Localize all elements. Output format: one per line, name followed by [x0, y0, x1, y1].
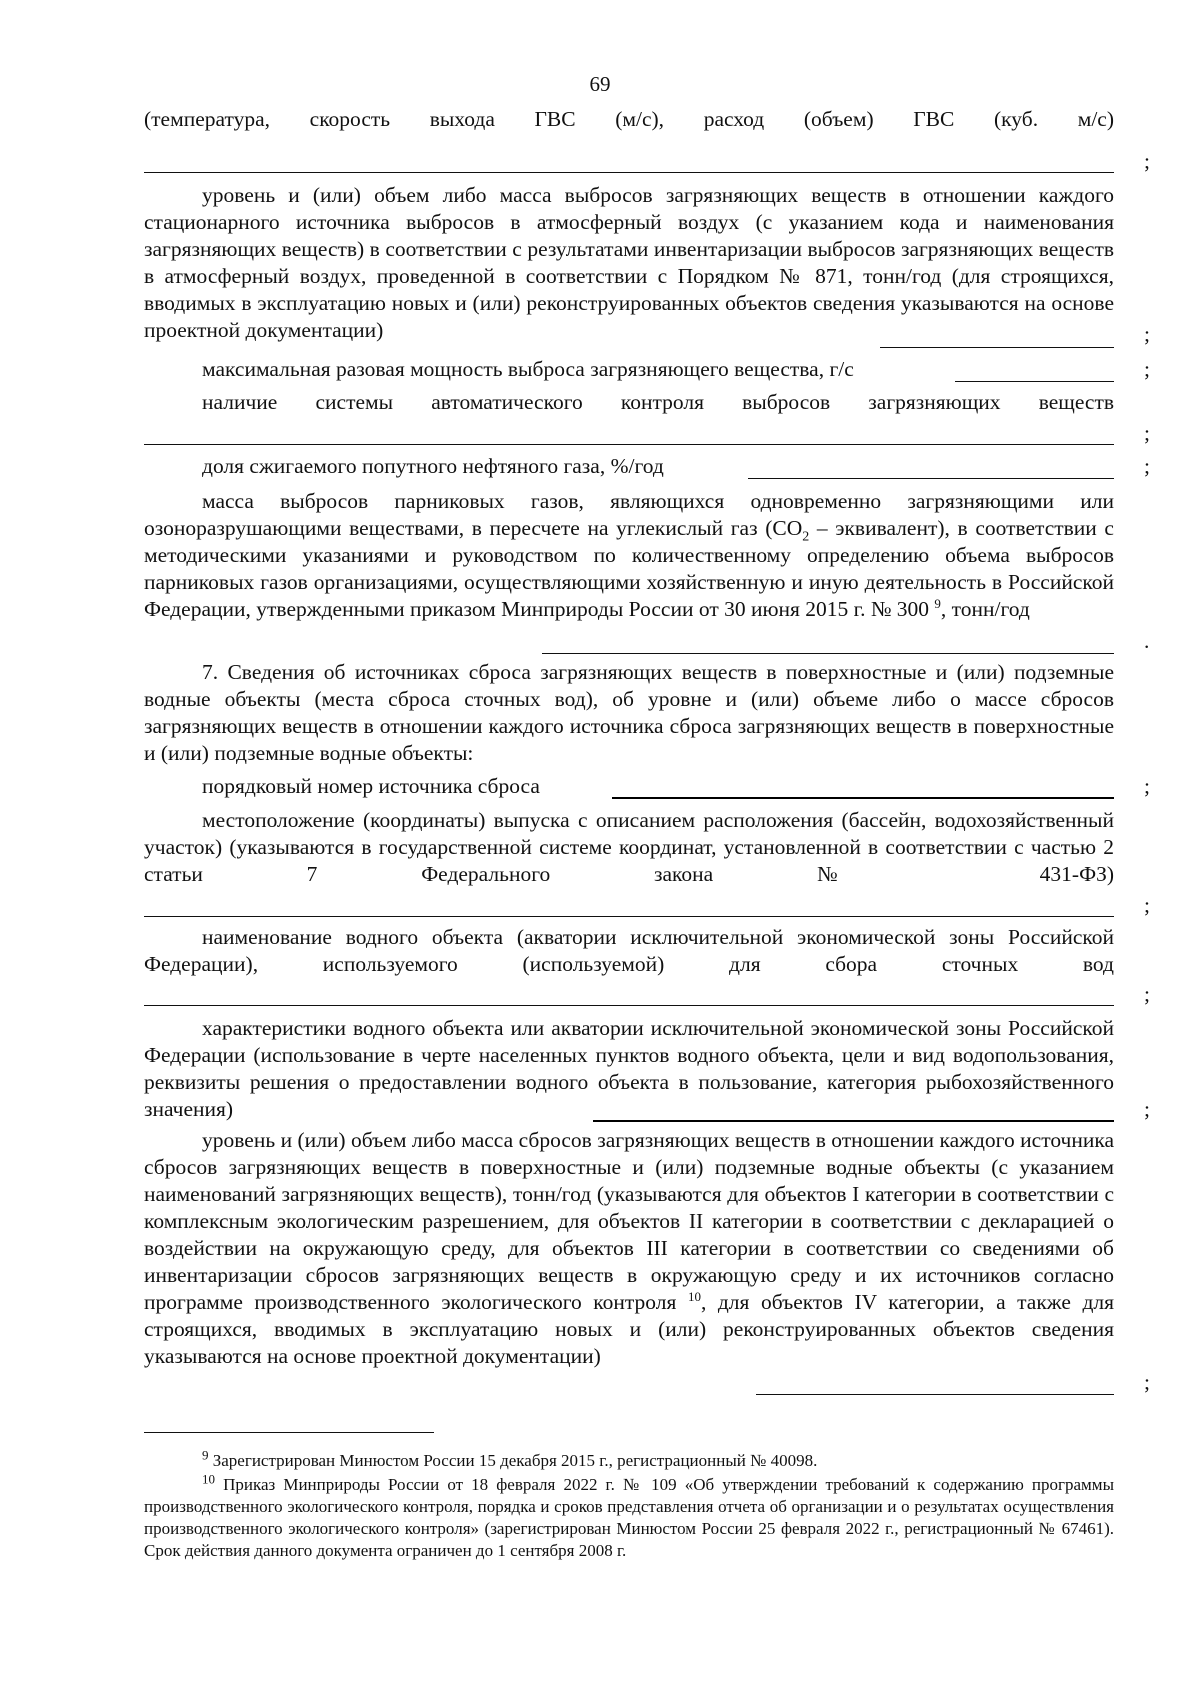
footnote-9: $^9$ Зарегистрирован Минюстом России 15 декабря 2015 г., регистрационный № 40098. — [202, 1447, 818, 1470]
semicolon: ; — [1144, 322, 1150, 346]
footnote-ref-9: 9 — [934, 595, 941, 611]
semicolon: ; — [1144, 1370, 1150, 1394]
fill-line — [144, 916, 1114, 917]
semicolon: ; — [1144, 774, 1150, 798]
semicolon: ; — [1144, 357, 1150, 381]
emissions-level-text: уровень и (или) объем либо масса выбросов загрязняющих веществ в отношении каждого стационарного источника выбросов в атмосферный воздух (с указанием кода и наименования загрязняющих веществ) в соответствии с результатами инвентаризации выбросов загрязняющих веществ в атмосферный воздух, проведенной в соответствии с Порядком № 871, тонн/год (для строящихся, вводимых в эксплуатацию новых и (или) реконструированных объектов сведения указываются на основе проектной документации) — [144, 183, 1114, 342]
fill-line — [612, 797, 1114, 799]
gvs-parameters-text: (температура, скорость выхода ГВС (м/с), расход (объем) ГВС (куб. м/с) — [144, 107, 1114, 131]
semicolon: ; — [1144, 1097, 1150, 1121]
fill-line — [593, 1120, 1114, 1122]
semicolon: ; — [1144, 454, 1150, 478]
period: . — [1144, 629, 1150, 653]
semicolon: ; — [1144, 149, 1150, 173]
fill-line — [748, 478, 1114, 479]
fill-line — [144, 1005, 1114, 1006]
section-7-text: 7. Сведения об источниках сброса загрязняющих веществ в поверхностные и (или) подземные водные объекты (места сброса сточных вод), об уровне и (или) объеме либо о массе сбросов загрязняющих веществ в отношении каждого источника сброса загрязняющих веществ в поверхностные и (или) подземные водные объекты: — [144, 660, 1114, 765]
footnote-ref-10: 10 — [687, 1288, 701, 1304]
semicolon: ; — [1144, 893, 1150, 917]
fill-line — [880, 347, 1114, 348]
page-number: 69 — [589, 72, 611, 96]
auto-control-text: наличие системы автоматического контроля выбросов загрязняющих веществ — [202, 390, 1114, 414]
fill-line — [144, 444, 1114, 445]
fill-line — [144, 172, 1114, 173]
discharge-level-text: уровень и (или) объем либо масса сбросов загрязняющих веществ в отношении каждого источника сбросов загрязняющих веществ в поверхностные и (или) подземные водные объекты (с указанием наименований загрязняющих веществ), тонн/год (указываются для объектов I категории в соответствии с комплексным экологическим разрешением, для объектов II категории в соответствии с декларацией о воздействии на окружающую среду, для объектов III категории в соответствии со сведениями об инвентаризации сбросов загрязняющих веществ в окружающую среду и их источников согласно программе производственного экологического контроля $^{10}$, для объектов IV категории, а также для строящихся, вводимых в эксплуатацию новых и (или) реконструированных объектов сведения указываются на основе проектной документации) — [144, 1128, 1115, 1368]
gas-share-text: доля сжигаемого попутного нефтяного газа, %/год — [202, 454, 664, 478]
fill-line — [955, 381, 1114, 382]
fill-line — [756, 1394, 1114, 1395]
footnote-separator — [144, 1432, 434, 1433]
water-body-name-text: наименование водного объекта (акватории исключительной экономической зоны Российской Федерации), используемого (используемой) для сбора сточных вод — [144, 925, 1114, 976]
semicolon: ; — [1144, 421, 1150, 445]
footnote-10: $^{10}$ Приказ Минприроды России от 18 февраля 2022 г. № 109 «Об утверждении требований к содержанию программы производственного экологического контроля, порядка и сроков представления отчета об организации и о результатах осуществления производственного экологического контроля» (зарегистрирован Минюстом России 25 февраля 2022 г., регистрационный № 67461). Срок действия данного документа ограничен до 1 сентября 2008 г. — [144, 1471, 1114, 1560]
max-power-text: максимальная разовая мощность выброса загрязняющего вещества, г/с — [202, 357, 854, 381]
water-body-characteristics-text: характеристики водного объекта или акватории исключительной экономической зоны Российской Федерации (использование в черте населенных пунктов водного объекта, цели и вид водопользования, реквизиты решения о предоставлении водного объекта в пользование, категория рыбохозяйственного значения) — [144, 1016, 1114, 1121]
location-text: местоположение (координаты) выпуска с описанием расположения (бассейн, водохозяйственный участок) (указываются в государственной системе координат, установленной в соответствии с частью 2 статьи 7 Федерального закона № 431-ФЗ) — [144, 808, 1114, 886]
fill-line — [542, 653, 1114, 654]
source-number-text: порядковый номер источника сброса — [202, 774, 540, 798]
semicolon: ; — [1144, 982, 1150, 1006]
greenhouse-gases-text: масса выбросов парниковых газов, являющихся одновременно загрязняющими или озоноразрушающими веществами, в пересчете на углекислый газ ($CO_2$ – эквивалент), в соответствии с методическими указаниями и руководством по количественному определению объема выбросов парниковых газов организациями, осуществляющими хозяйственную и иную деятельность в Российской Федерации, утвержденными приказом Минприроды России от 30 июня 2015 г. № 300 $^9$, тонн/год — [144, 489, 1114, 621]
